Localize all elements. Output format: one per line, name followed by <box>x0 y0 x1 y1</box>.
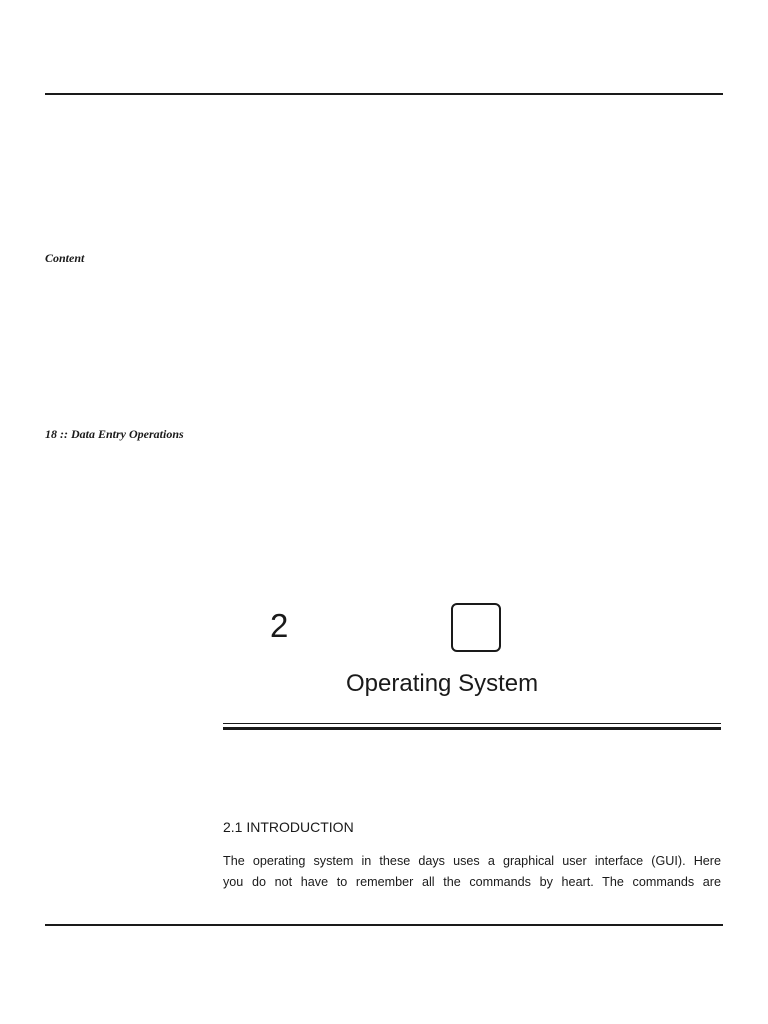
content-label: Content <box>45 251 85 265</box>
chapter-title: Operating System <box>346 670 539 697</box>
title-rule-thick <box>223 727 721 730</box>
body-text-line: you do not have to remember all the commands by heart. The commands are <box>223 875 721 889</box>
bottom-rule <box>45 924 723 926</box>
running-head: 18 :: Data Entry Operations <box>45 427 184 441</box>
title-rule-thin <box>223 723 721 724</box>
chapter-number: 2 <box>270 607 289 644</box>
top-rule <box>45 93 723 95</box>
body-text-line: The operating system in these days uses a graphical user interface (GUI). Here <box>223 854 721 868</box>
chapter-box-icon <box>451 603 501 652</box>
section-heading: 2.1 INTRODUCTION <box>223 819 354 835</box>
